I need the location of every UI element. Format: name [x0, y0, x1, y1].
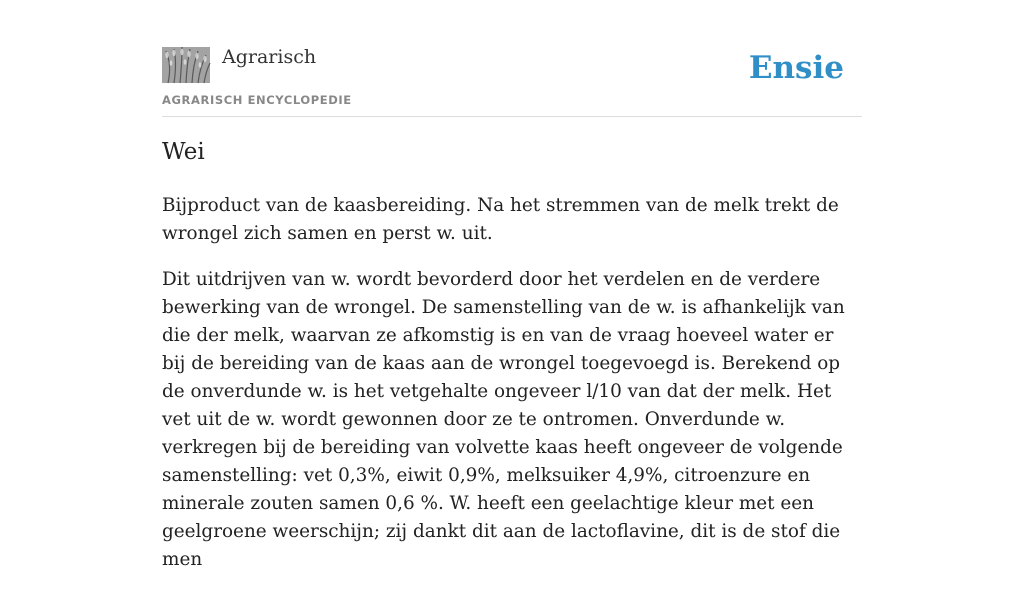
article-title: Wei [162, 139, 205, 165]
site-name-link[interactable]: Agrarisch [222, 46, 317, 68]
ensie-brand-link[interactable]: Ensie [748, 50, 844, 86]
article-paragraph: Bijproduct van de kaasbereiding. Na het stremmen van de melk trekt de wrongel zich samen en perst w. uit. [162, 195, 839, 244]
site-header [162, 46, 862, 117]
article-body [162, 192, 862, 592]
article-paragraph: Dit uitdrijven van w. wordt bevorderd door het verdelen en de verdere bewerking van de wrongel. De samenstelling van de w. is afhankelijk van die der melk, waarvan ze afkomstig is en van de vraag hoeveel water er bij de bereiding van de kaas aan de wrongel toegevoegd is. Berekend op de onverdunde w. is het vetgehalte ongeveer l/10 van dat der melk. Het vet uit de w. wordt gewonnen door ze te ontromen. Onverdunde w. verkregen bij de bereiding van volvette kaas heeft ongeveer de volgende samenstelling: vet 0,3%, eiwit 0,9%, melksuiker 4,9%, citroenzure en minerale zouten samen 0,6 %. W. heeft een geelachtige kleur met een geelgroene weerschijn; zij dankt dit aan de lactoflavine, dit is de stof die men [162, 269, 845, 570]
site-subtitle: AGRARISCH ENCYCLOPEDIE [162, 93, 352, 107]
wheat-logo-icon[interactable] [162, 47, 210, 83]
